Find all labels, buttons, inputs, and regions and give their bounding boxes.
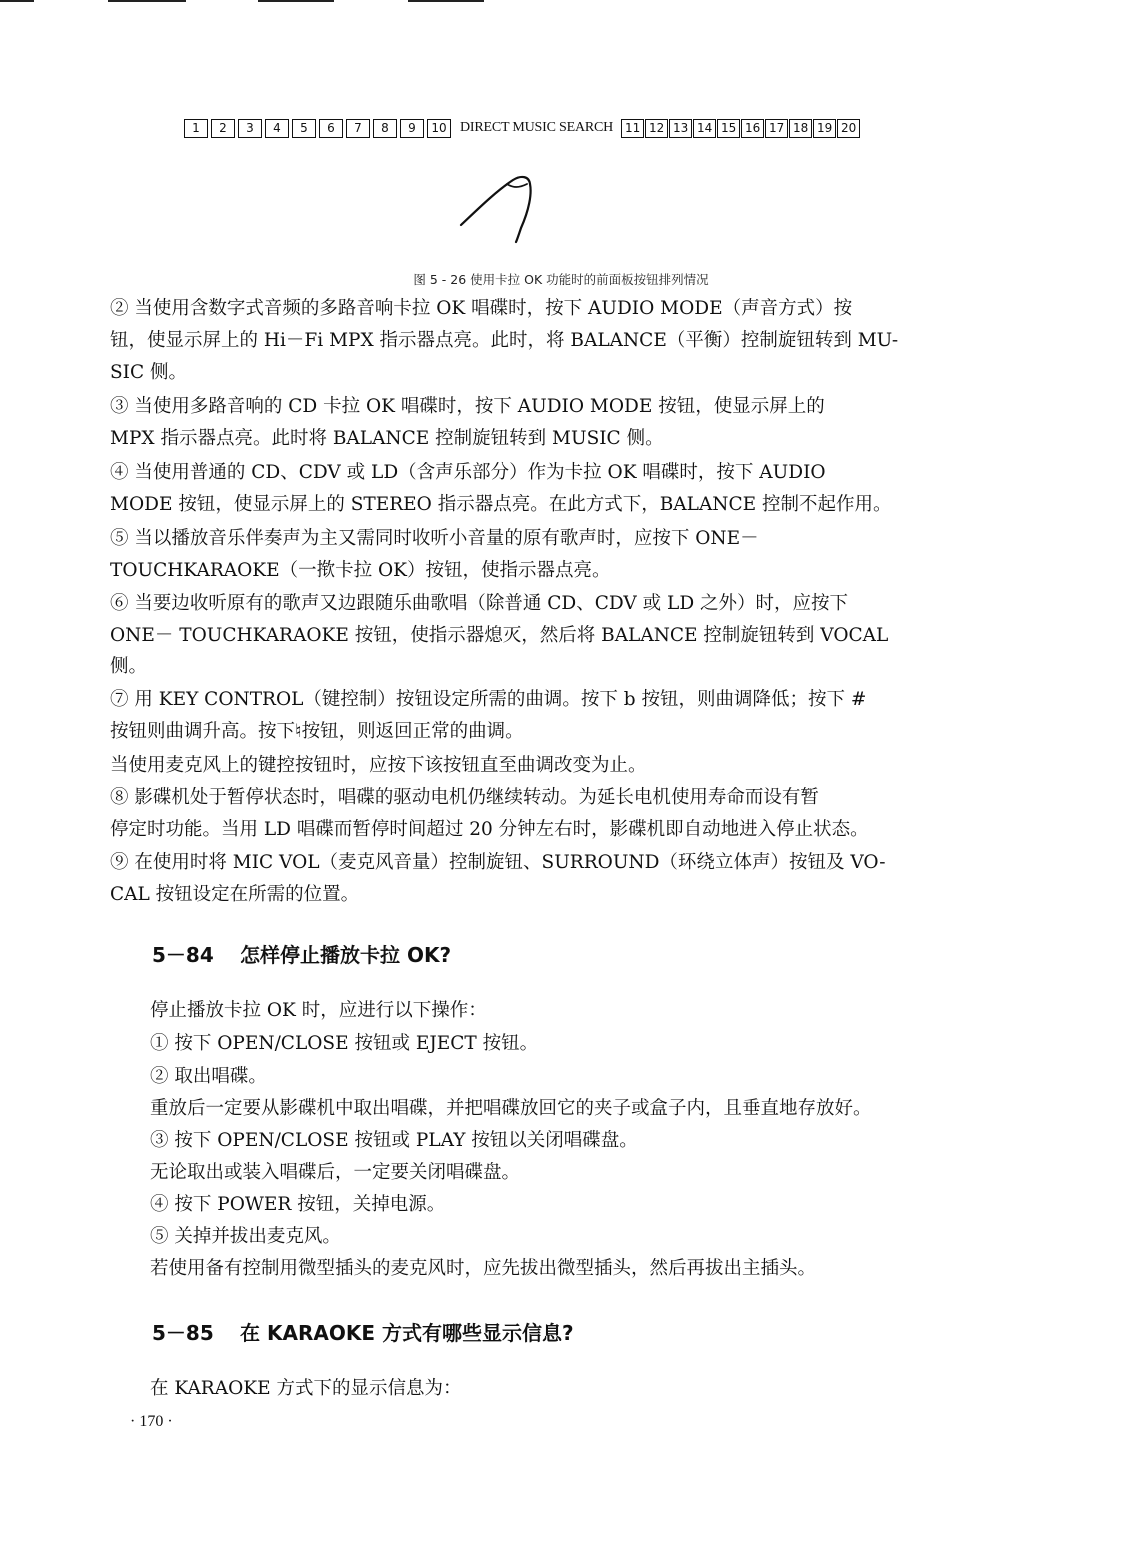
body-line: 重放后一定要从影碟机中取出唱碟，并把唱碟放回它的夹子或盒子内，且垂直地存放好。 <box>150 1098 872 1119</box>
panel-button-4: 4 <box>265 119 289 138</box>
body-line: ④ 按下 POWER 按钮，关掉电源。 <box>150 1194 446 1215</box>
body-line: ⑨ 在使用时将 MIC VOL（麦克风音量）控制旋钮、SURROUND（环绕立体声）按钮及 VO- <box>110 852 886 873</box>
section-heading-5-85 <box>152 1317 574 1346</box>
panel-button-9: 9 <box>400 119 424 138</box>
body-line: SIC 侧。 <box>110 362 188 383</box>
section-title: 在 KARAOKE 方式有哪些显示信息? <box>240 1321 574 1345</box>
body-line: ⑤ 关掉并拔出麦克风。 <box>150 1226 341 1247</box>
body-line: ② 当使用含数字式音频的多路音响卡拉 OK 唱碟时，按下 AUDIO MODE（声音方式）按 <box>110 298 853 319</box>
section-heading-5-84 <box>152 939 451 968</box>
body-line: 停止播放卡拉 OK 时，应进行以下操作： <box>150 1000 487 1021</box>
body-line: 无论取出或装入唱碟后，一定要关闭唱碟盘。 <box>150 1162 521 1183</box>
body-line: 停定时功能。当用 LD 唱碟而暂停时间超过 20 分钟左右时，影碟机即自动地进入停止状态。 <box>110 819 869 840</box>
section-number: 5－85 <box>152 1321 214 1345</box>
panel-button-1: 1 <box>184 119 208 138</box>
page-number: · 170 · <box>130 1413 173 1430</box>
body-line: 按钮则曲调升高。按下♮按钮，则返回正常的曲调。 <box>110 721 524 742</box>
body-line: ① 按下 OPEN/CLOSE 按钮或 EJECT 按钮。 <box>150 1033 539 1054</box>
panel-button-7: 7 <box>346 119 370 138</box>
body-line: 当使用麦克风上的键控按钮时，应按下该按钮直至曲调改变为止。 <box>110 755 647 776</box>
body-line: ③ 当使用多路音响的 CD 卡拉 OK 唱碟时，按下 AUDIO MODE 按钮，使显示屏上的 <box>110 396 825 417</box>
figure-caption: 图 5 - 26 使用卡拉 OK 功能时的前面板按钮排列情况 <box>413 272 709 287</box>
panel-button-8: 8 <box>373 119 397 138</box>
panel-button-20: 20 <box>837 119 860 138</box>
panel-button-12: 12 <box>645 119 668 138</box>
body-line: TOUCHKARAOKE（一揿卡拉 OK）按钮，使指示器点亮。 <box>110 560 611 581</box>
top-rule <box>108 0 186 2</box>
body-line: CAL 按钮设定在所需的位置。 <box>110 884 360 905</box>
panel-button-3: 3 <box>238 119 262 138</box>
body-line: 在 KARAOKE 方式下的显示信息为： <box>150 1378 462 1399</box>
body-line: ③ 按下 OPEN/CLOSE 按钮或 PLAY 按钮以关闭唱碟盘。 <box>150 1130 638 1151</box>
panel-button-18: 18 <box>789 119 812 138</box>
section-title: 怎样停止播放卡拉 OK? <box>240 943 452 967</box>
panel-button-5: 5 <box>292 119 316 138</box>
body-line: ONE－ TOUCHKARAOKE 按钮，使指示器熄灭，然后将 BALANCE 控制旋钮转到 VOCAL <box>110 625 889 646</box>
panel-button-16: 16 <box>741 119 764 138</box>
direct-music-search-label: DIRECT MUSIC SEARCH <box>460 120 614 135</box>
body-line: 若使用备有控制用微型插头的麦克风时，应先拔出微型插头，然后再拔出主插头。 <box>150 1258 817 1279</box>
body-line: ⑦ 用 KEY CONTROL（键控制）按钮设定所需的曲调。按下 b 按钮，则曲调降低；按下 # <box>110 689 867 710</box>
body-line: 钮，使显示屏上的 Hi－Fi MPX 指示器点亮。此时，将 BALANCE（平衡）控制旋钮转到 MU- <box>110 330 899 351</box>
top-rule <box>258 0 334 2</box>
panel-button-17: 17 <box>765 119 788 138</box>
body-line: MPX 指示器点亮。此时将 BALANCE 控制旋钮转到 MUSIC 侧。 <box>110 428 664 449</box>
body-line: ② 取出唱碟。 <box>150 1066 267 1087</box>
section-number: 5－84 <box>152 943 214 967</box>
panel-button-6: 6 <box>319 119 343 138</box>
panel-button-10: 10 <box>427 119 451 138</box>
panel-button-2: 2 <box>211 119 235 138</box>
panel-button-11: 11 <box>621 119 644 138</box>
top-rule <box>408 0 484 2</box>
body-line: ④ 当使用普通的 CD、CDV 或 LD（含声乐部分）作为卡拉 OK 唱碟时，按下 AUDIO <box>110 462 826 483</box>
body-line: ⑧ 影碟机处于暂停状态时，唱碟的驱动电机仍继续转动。为延长电机使用寿命而设有暂 <box>110 787 819 808</box>
front-panel-button-row <box>184 118 924 138</box>
body-line: MODE 按钮，使显示屏上的 STEREO 指示器点亮。在此方式下，BALANCE 控制不起作用。 <box>110 494 892 515</box>
body-line: 侧。 <box>110 656 148 677</box>
panel-button-13: 13 <box>669 119 692 138</box>
top-rule <box>0 0 34 2</box>
panel-button-14: 14 <box>693 119 716 138</box>
body-line: ⑥ 当要边收听原有的歌声又边跟随乐曲歌唱（除普通 CD、CDV 或 LD 之外）时，应按下 <box>110 593 849 614</box>
panel-button-15: 15 <box>717 119 740 138</box>
pointing-finger-icon <box>455 170 545 245</box>
body-line: ⑤ 当以播放音乐伴奏声为主又需同时收听小音量的原有歌声时，应按下 ONE－ <box>110 528 759 549</box>
panel-button-19: 19 <box>813 119 836 138</box>
